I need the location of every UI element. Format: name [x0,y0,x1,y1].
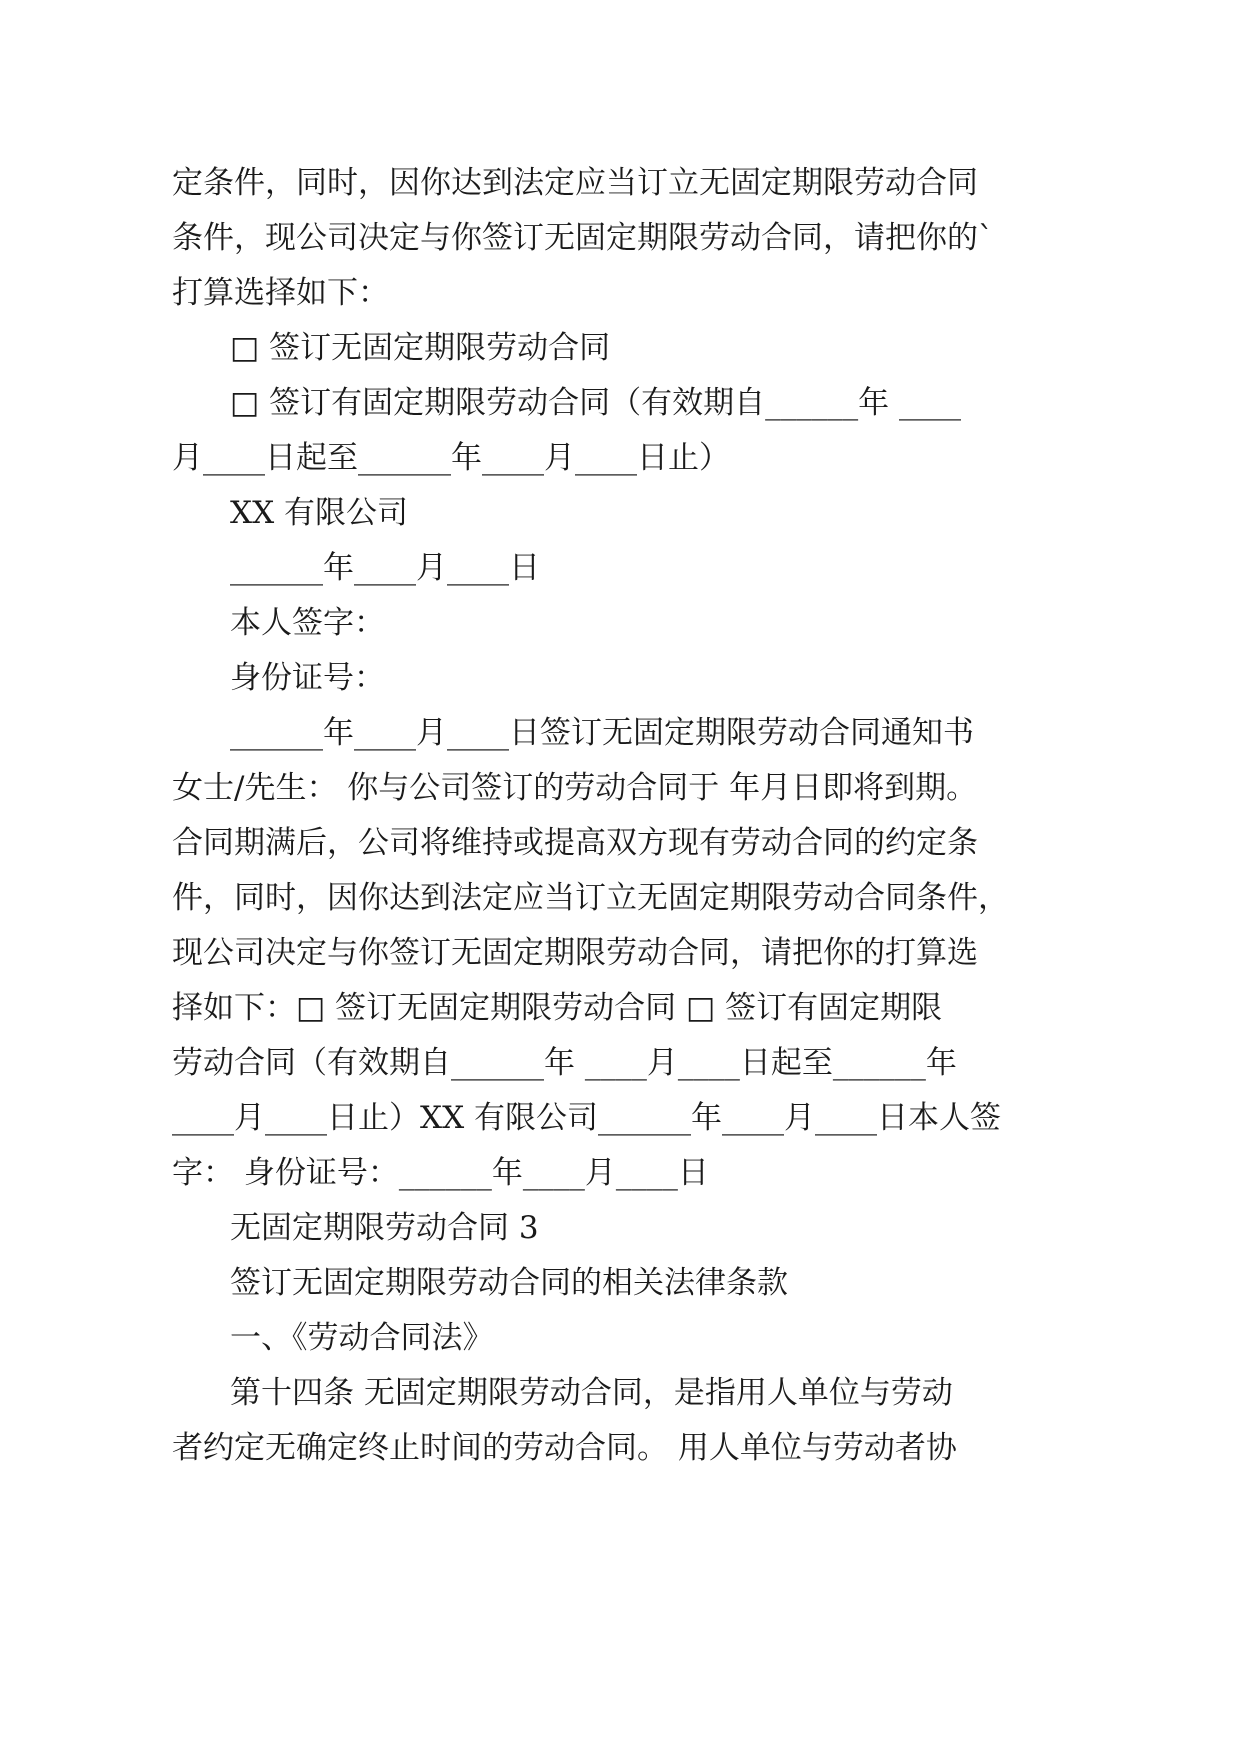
line-text: 件，同时，因你达到法定应当订立无固定期限劳动合同条件， [172,880,1009,916]
date-blank: ______年____月____日 [230,550,540,586]
line-text: 月____日起至______年____月____日止） [172,440,730,476]
text-line [0,708,1241,758]
text-line [0,598,1241,648]
text-line [0,158,1241,208]
line-text: 现公司决定与你签订无固定期限劳动合同，请把你的打算选 [172,935,978,971]
text-line [0,323,1241,373]
checkbox-option-indefinite: □ 签订无固定期限劳动合同 [230,330,611,366]
line-text: 女士/先生： 你与公司签订的劳动合同于 年月日即将到期。 [172,770,978,806]
text-line [0,543,1241,593]
text-line [0,433,1241,483]
line-text: 择如下：□ 签订无固定期限劳动合同 □ 签订有固定期限 [172,990,943,1026]
signature-label: 本人签字： [230,605,385,641]
company-name: XX 有限公司 [230,495,408,531]
line-text: 条件，现公司决定与你签订无固定期限劳动合同，请把你的` [172,220,994,256]
text-line [0,1203,1241,1253]
text-line [0,763,1241,813]
article-text: 者约定无确定终止时间的劳动合同。 用人单位与劳动者协 [172,1430,957,1466]
text-line [0,873,1241,923]
article-text: 第十四条 无固定期限劳动合同，是指用人单位与劳动 [230,1375,953,1411]
text-line [0,818,1241,868]
text-line [0,213,1241,263]
text-line [0,488,1241,538]
text-line [0,1093,1241,1143]
text-line [0,268,1241,318]
text-line [0,1258,1241,1308]
checkbox-option-fixed: □ 签订有固定期限劳动合同（有效期自______年 ____ [230,385,961,421]
text-line [0,1368,1241,1418]
line-text: 合同期满后，公司将维持或提高双方现有劳动合同的约定条 [172,825,978,861]
section-heading: 无固定期限劳动合同 3 [230,1210,539,1246]
text-line [0,378,1241,428]
text-line [0,1313,1241,1363]
line-text: 打算选择如下： [172,275,389,311]
section-subheading: 签订无固定期限劳动合同的相关法律条款 [230,1265,788,1301]
line-text: 劳动合同（有效期自______年 ____月____日起至______年 [172,1045,957,1081]
text-line [0,1038,1241,1088]
law-title: 一、《劳动合同法》 [230,1320,494,1356]
text-line [0,1148,1241,1198]
text-line [0,1423,1241,1473]
line-text: 字： 身份证号：______年____月____日 [172,1155,709,1191]
line-text: 定条件，同时，因你达到法定应当订立无固定期限劳动合同 [172,165,978,201]
text-line [0,928,1241,978]
text-line [0,983,1241,1033]
line-text: ______年____月____日签订无固定期限劳动合同通知书 [230,715,974,751]
line-text: ____月____日止）XX 有限公司______年____月____日本人签 [172,1100,1001,1136]
id-number-label: 身份证号： [230,660,385,696]
text-line [0,653,1241,703]
